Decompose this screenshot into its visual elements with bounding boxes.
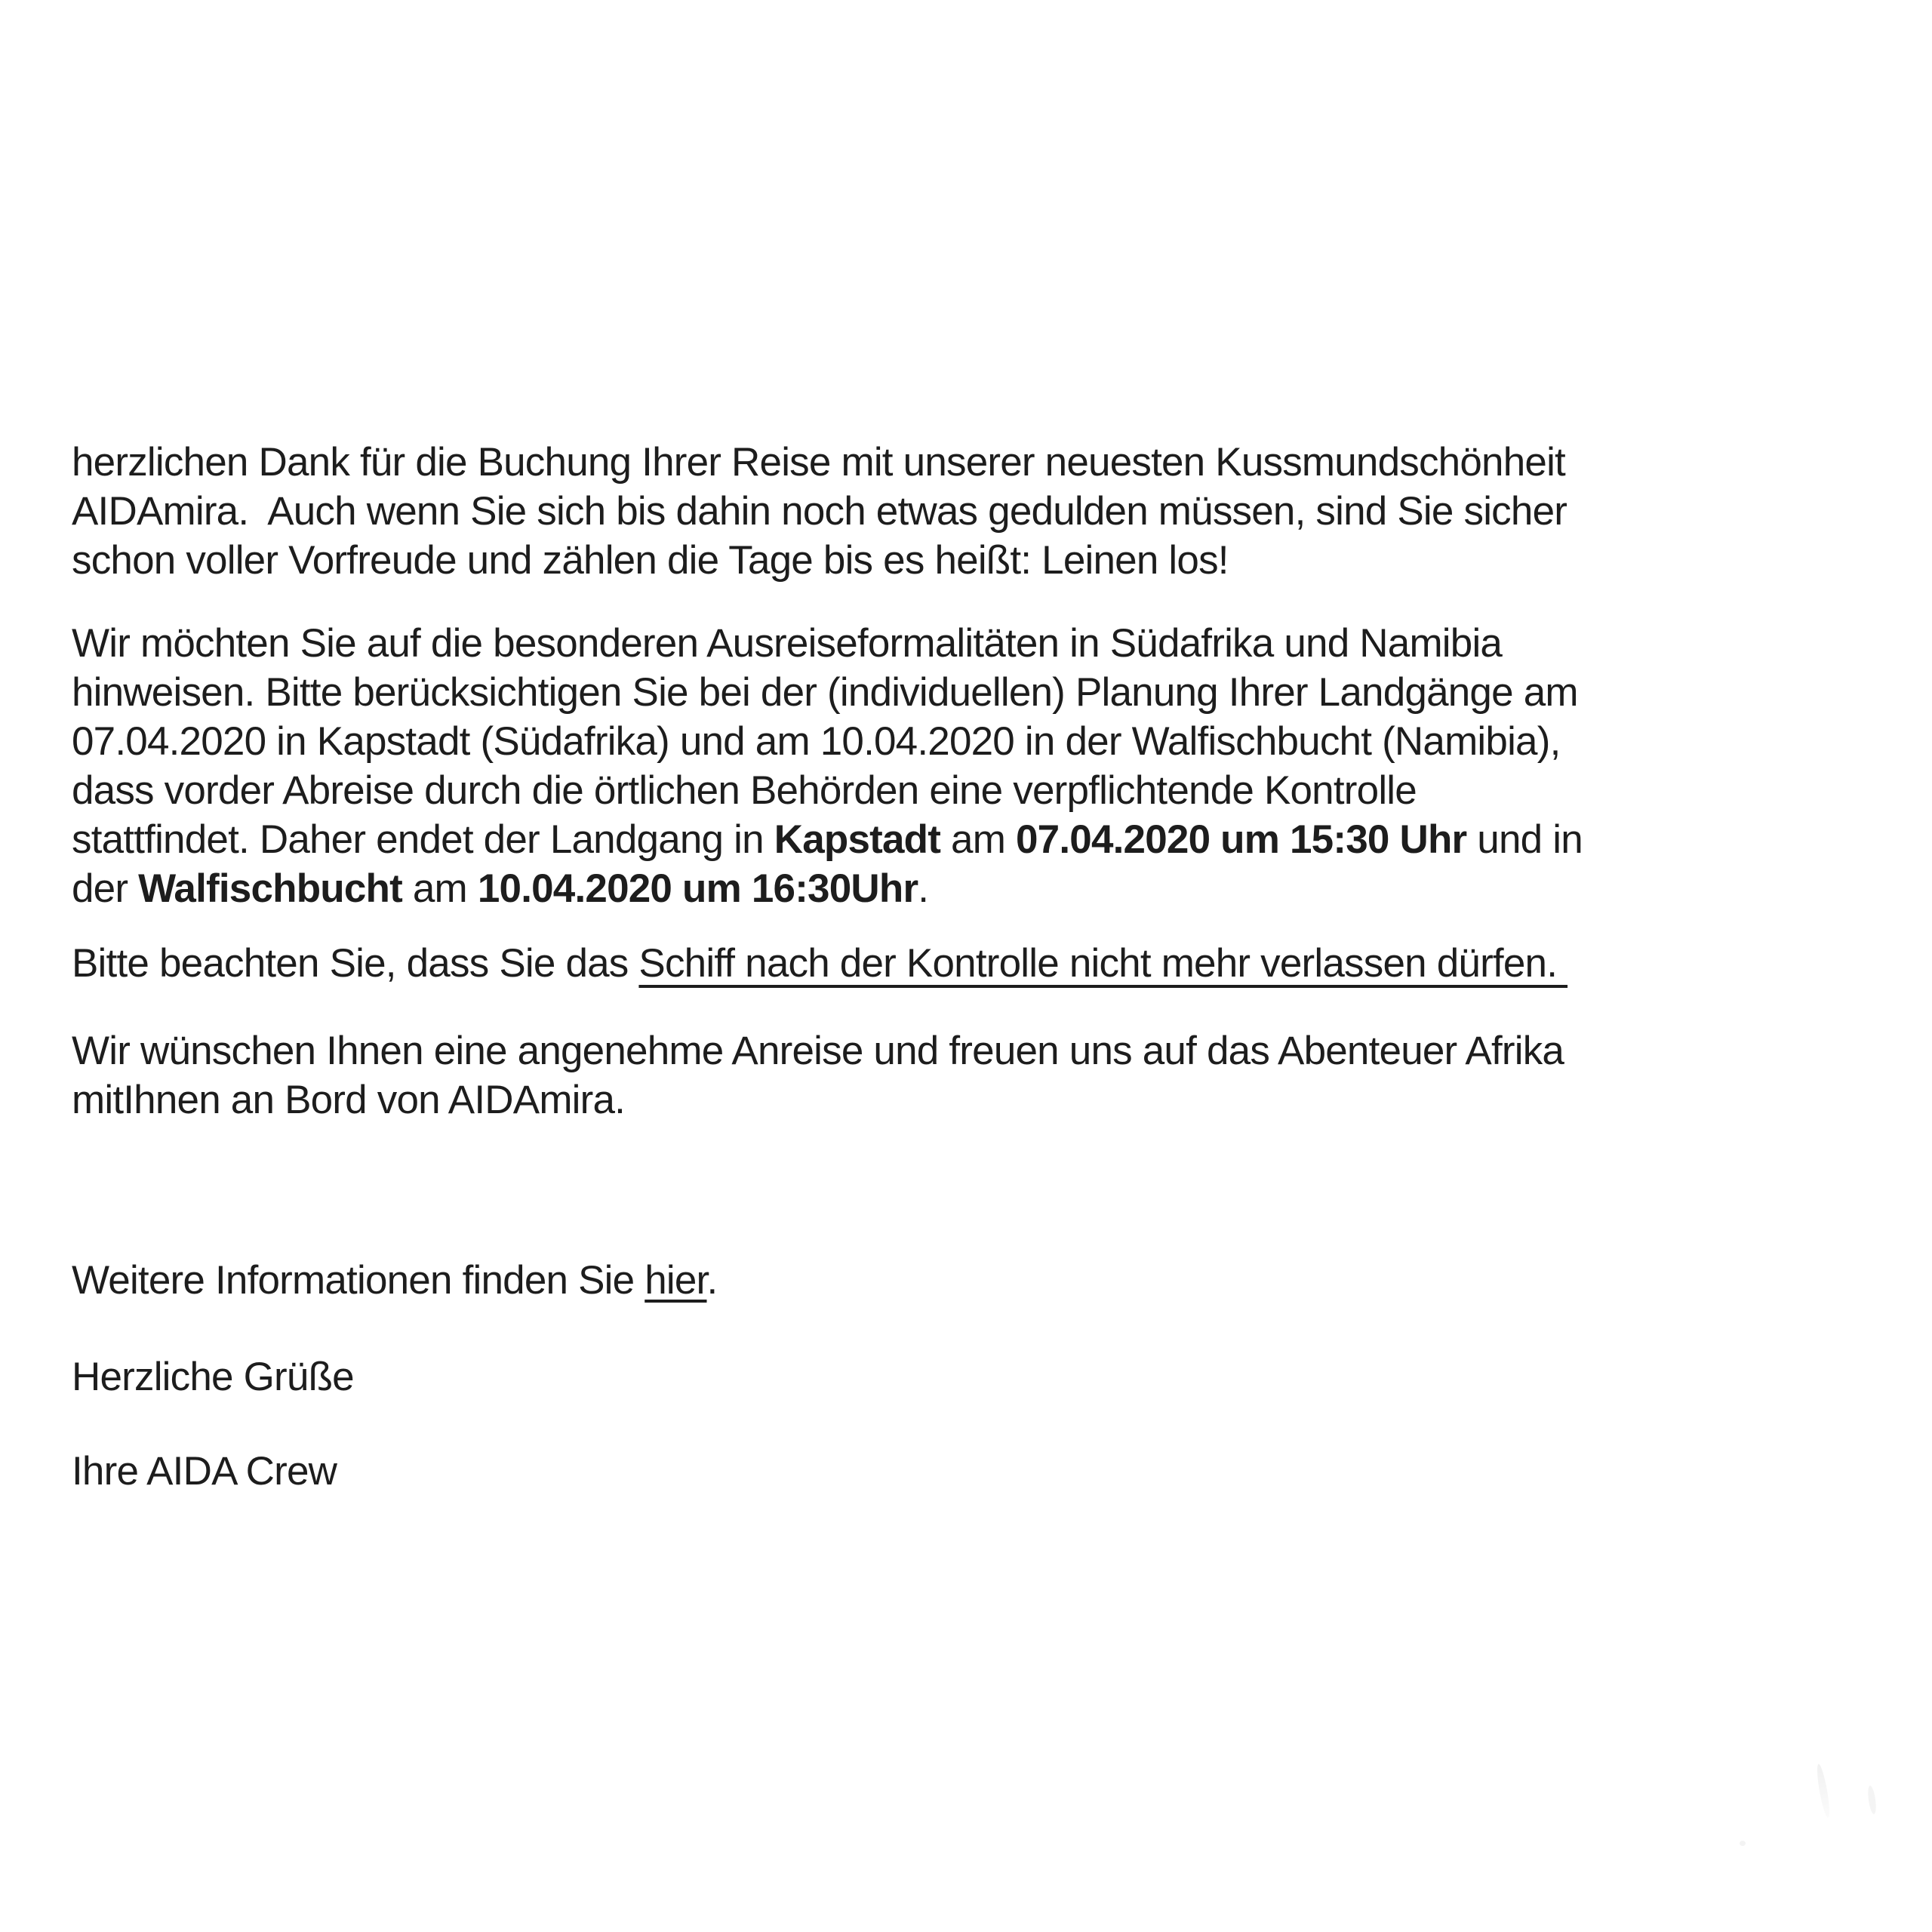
text-line: [72, 815, 1830, 864]
text-run: .: [918, 866, 929, 911]
para-regards: [72, 1352, 1830, 1401]
watermark-stroke: [1866, 1786, 1877, 1815]
text-run: 07.04.2020 um 15:30 Uhr: [1015, 817, 1467, 862]
text-line: [72, 717, 1830, 766]
text-run: hinweisen. Bitte berücksichtigen Sie bei der (individuellen) Planung Ihrer Landgänge am: [72, 670, 1578, 715]
text-run: Bitte beachten Sie, dass Sie das: [72, 941, 639, 986]
text-run: Wir möchten Sie auf die besonderen Ausreiseformalitäten in Südafrika und Namibia: [72, 621, 1503, 666]
text-run: herzlichen Dank für die Buchung Ihrer Reise mit unserer neuesten Kussmundschönheit: [72, 440, 1565, 485]
text-line: [72, 939, 1830, 988]
para-wishes: [72, 1026, 1830, 1124]
text-run: schon voller Vorfreude und zählen die Tage bis es heißt: Leinen los!: [72, 538, 1229, 583]
text-run: 10.04.2020 um 16:30Uhr: [477, 866, 918, 911]
text-line: [72, 1075, 1830, 1124]
text-run: .: [706, 1258, 718, 1303]
text-run: Schiff nach der Kontrolle nicht mehr verlassen dürfen.: [638, 941, 1568, 986]
text-run: Ihre AIDA Crew: [72, 1449, 337, 1494]
hier-link[interactable]: hier: [645, 1258, 707, 1303]
watermark-dot: [1740, 1841, 1746, 1846]
text-line: [72, 766, 1830, 815]
text-run: am: [940, 817, 1016, 862]
para-signature: [72, 1447, 1830, 1496]
para-thanks: [72, 438, 1830, 585]
text-line: [72, 1447, 1830, 1496]
text-run: stattfindet. Daher endet der Landgang in: [72, 817, 774, 862]
text-line: [72, 619, 1830, 668]
text-line: [72, 1256, 1830, 1305]
text-run: der: [72, 866, 139, 911]
text-line: [72, 1026, 1830, 1075]
text-run: 07.04.2020 in Kapstadt (Südafrika) und am 10.04.2020 in der Walfischbucht (Namibia),: [72, 719, 1561, 764]
text-run: AIDAmira. Auch wenn Sie sich bis dahin noch etwas gedulden müssen, sind Sie sicher: [72, 489, 1567, 534]
text-line: [72, 668, 1830, 717]
text-line: [72, 438, 1830, 487]
letter-body: [72, 438, 1830, 1530]
text-run: Walfischbucht: [138, 866, 402, 911]
para-more-info: [72, 1256, 1830, 1305]
text-line: [72, 1352, 1830, 1401]
para-warning: [72, 939, 1830, 988]
text-run: und in: [1466, 817, 1583, 862]
text-run: am: [401, 866, 478, 911]
text-run: Wir wünschen Ihnen eine angenehme Anreise und freuen uns auf das Abenteuer Afrika: [72, 1029, 1564, 1073]
text-line: [72, 487, 1830, 536]
text-line: [72, 536, 1830, 585]
text-run: Kapstadt: [774, 817, 941, 862]
text-run: dass vorder Abreise durch die örtlichen Behörden eine verpflichtende Kontrolle: [72, 768, 1417, 813]
text-run: mitIhnen an Bord von AIDAmira.: [72, 1078, 626, 1122]
watermark-stroke: [1815, 1764, 1832, 1819]
text-run: Weitere Informationen finden Sie: [72, 1258, 645, 1303]
text-run: Herzliche Grüße: [72, 1355, 354, 1399]
para-formalities: [72, 619, 1830, 913]
text-line: [72, 864, 1830, 913]
